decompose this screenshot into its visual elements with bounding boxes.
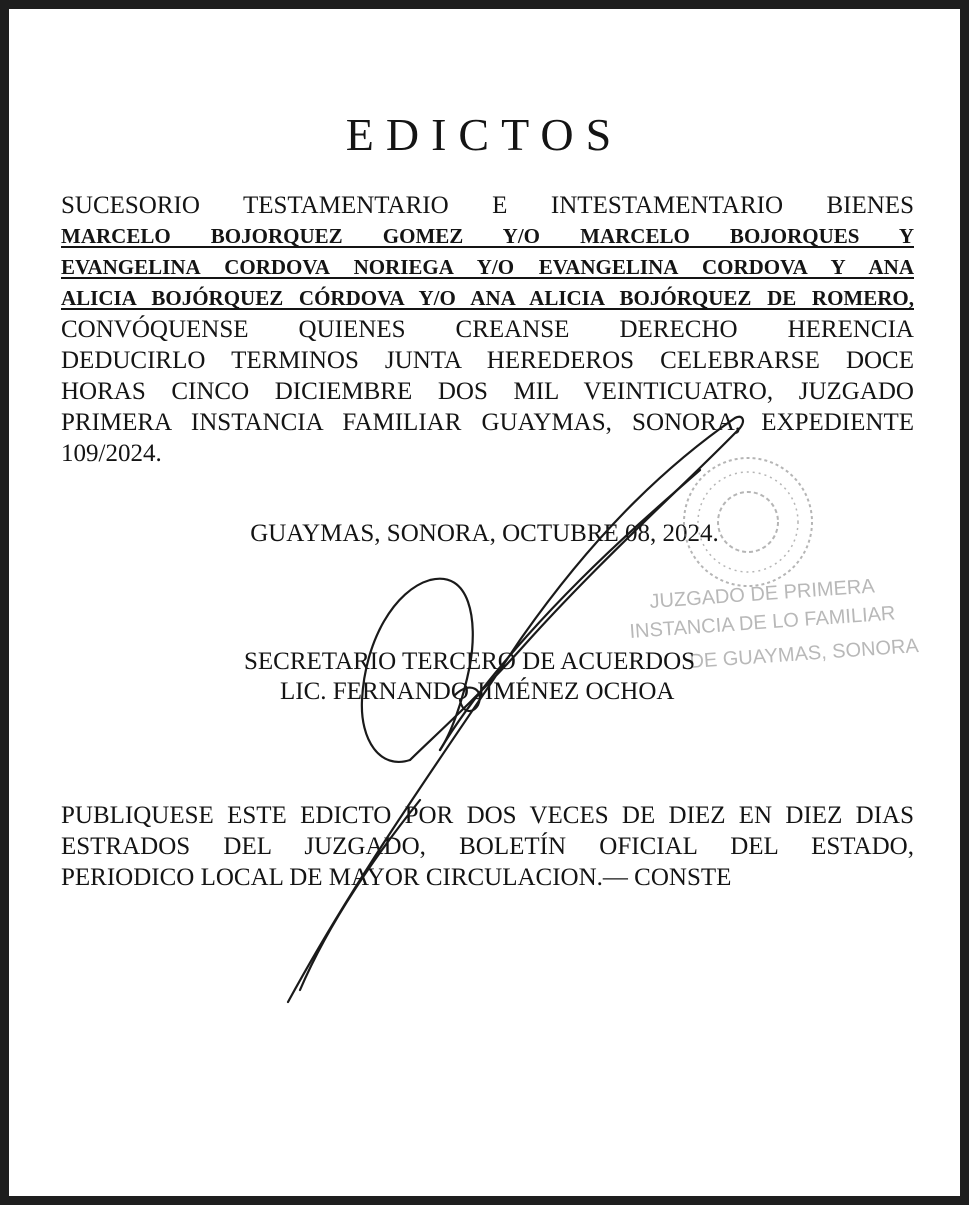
intro-line: HORAS CINCO DICIEMBRE DOS MIL VEINTICUATRO, JUZGADO <box>61 378 914 405</box>
stamp-line-1: JUZGADO DE PRIMERA <box>648 575 876 613</box>
intro-line: MARCELO BOJORQUEZ GOMEZ Y/O MARCELO BOJORQUES Y <box>61 224 914 248</box>
intro-line: PRIMERA INSTANCIA FAMILIAR GUAYMAS, SONORA, EXPEDIENTE <box>61 409 914 436</box>
publish-line: PUBLIQUESE ESTE EDICTO POR DOS VECES DE DIEZ EN DIEZ DIAS <box>61 802 914 829</box>
intro-line: ALICIA BOJÓRQUEZ CÓRDOVA Y/O ANA ALICIA BOJÓRQUEZ DE ROMERO, <box>61 286 914 310</box>
intro-line: CONVÓQUENSE QUIENES CREANSE DERECHO HERENCIA <box>61 316 914 343</box>
intro-line: 109/2024. <box>61 440 162 467</box>
document-title: EDICTOS <box>345 109 624 160</box>
intro-line: SUCESORIO TESTAMENTARIO E INTESTAMENTARIO BIENES <box>61 192 914 219</box>
intro-line: DEDUCIRLO TERMINOS JUNTA HEREDEROS CELEBRARSE DOCE <box>61 347 914 374</box>
signer-name: LIC. FERNANDO JIMÉNEZ OCHOA <box>280 678 675 705</box>
stamp-line-2: INSTANCIA DE LO FAMILIAR <box>628 602 897 643</box>
intro-line: EVANGELINA CORDOVA NORIEGA Y/O EVANGELINA CORDOVA Y ANA <box>61 255 914 279</box>
signer-title: SECRETARIO TERCERO DE ACUERDOS <box>244 648 696 675</box>
publish-line: PERIODICO LOCAL DE MAYOR CIRCULACION.— CONSTE <box>61 864 732 891</box>
place-date: GUAYMAS, SONORA, OCTUBRE 08, 2024. <box>250 520 719 547</box>
stamp-line-3: DE GUAYMAS, SONORA <box>688 635 920 673</box>
publish-line: ESTRADOS DEL JUZGADO, BOLETÍN OFICIAL DEL ESTADO, <box>61 833 914 860</box>
